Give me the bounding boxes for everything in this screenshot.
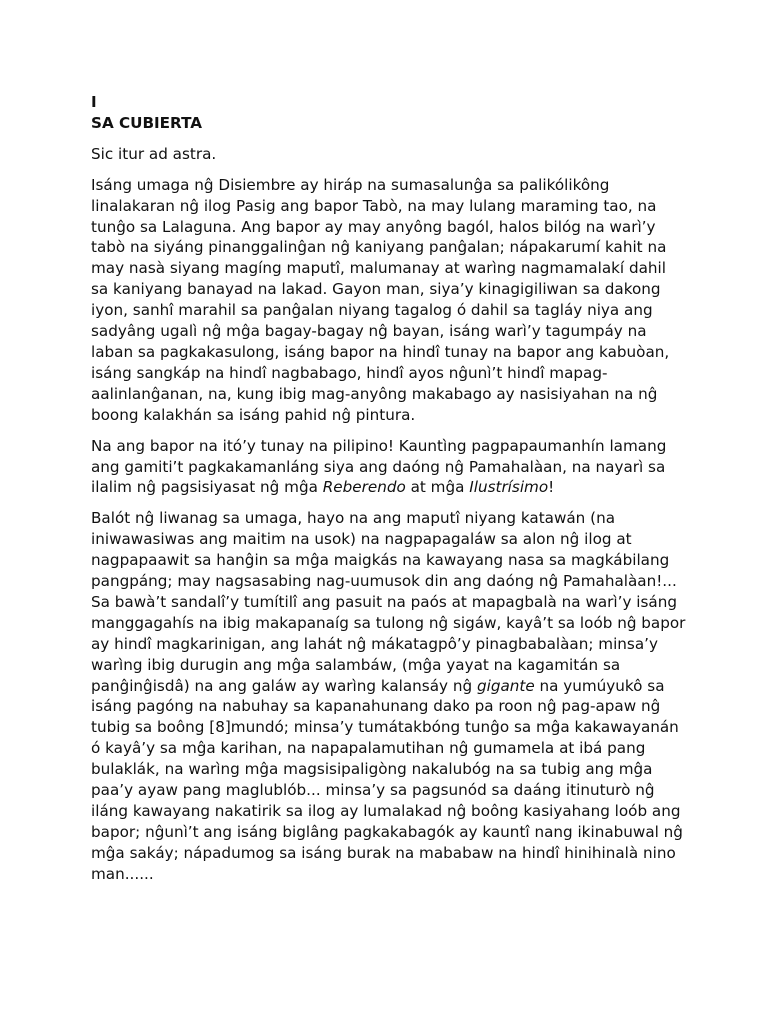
paragraph-3-text-2: na yumúyukô sa isáng pagóng na nabuhay sa kapanahunang dako pa roon nĝ pag-apaw nĝ tubig sa boông [8]mundó; minsa’y tumátakbóng tunĝo sa mĝa kakawayanán ó kayâ’y sa mĝa karihan, na napapalamutihan nĝ gumamela at ibá pang bulaklák, na warìng mĝa magsisipaligòng nakalubóg na sa tubig ang mĝa paa’y ayaw pang maglublób... minsa’y sa pagsunód sa daáng itinuturò nĝ iláng kawayang nakatirik sa ilog ay lumalakad nĝ boông kasiyahang loób ang bapor; nĝunì’t ang isáng biglâng pagkakabagók ay kauntî nang ikinabuwal nĝ mĝa sakáy; nápadumog sa isáng burak na mababaw na hindî hinihinalà nino man...... [91,676,683,883]
paragraph-2-text-2: at mĝa [405,478,470,497]
paragraph-3 [91,508,688,884]
paragraph-2-italic-ilustrisimo: Ilustrísimo [469,478,549,497]
chapter-number: I [91,93,97,111]
chapter-title: SA CUBIERTA [91,113,203,132]
paragraph-2-italic-reberendo: Reberendo [322,478,406,497]
epigraph: Sic itur ad astra. [91,144,217,163]
paragraph-2 [91,436,688,499]
paragraph-1: Isáng umaga nĝ Disiembre ay hiráp na sumasalunĝa sa palikólikông linalakaran nĝ ilog Pasig ang bapor Tabò, na may lulang maraming tao, na tunĝo sa Lalaguna. Ang bapor ay may anyông bagól, halos bilóg na warì’y tabò na siyáng pinanggalinĝan nĝ kaniyang panĝalan; nápakarumí kahit na may nasà siyang magíng maputî, malumanay at warìng nagmamalakí dahil sa kaniyang banayad na lakad. Gayon man, siya’y kinagigiliwan sa dakong iyon, sanhî marahil sa panĝalan niyang tagalog ó dahil sa tagláy niya ang sadyâng ugalì nĝ mĝa bagay-bagay nĝ bayan, isáng warì’y tagumpáy na laban sa pagkakasulong, isáng bapor na hindî tunay na bapor ang kabuòan, isáng sangkáp na hindî nagbabago, hindî ayos nĝunì’t hindî mapag-aalinlanĝanan, na, kung ibig mag-anyông makabago ay nasisiyahan na nĝ boong kalakhán sa isáng pahid nĝ pintura. [91,175,670,424]
paragraph-2-text-1: Na ang bapor na itó’y tunay na pilipino! Kauntìng pagpapaumanhín lamang ang gamiti’t pagkakamanláng siya ang daóng nĝ Pamahalàan, na nayarì sa ilalim nĝ pagsisiyasat nĝ mĝa [91,436,667,497]
paragraph-3-italic-gigante: gigante [476,676,535,695]
paragraph-2-text-3: ! [548,478,555,497]
paragraph-3-text-1: Balót nĝ liwanag sa umaga, hayo na ang maputî niyang katawán (na iniwawasiwas ang maitim na usok) na nagpapagaláw sa alon nĝ ilog at nagpapaawit sa hanĝin sa mĝa maigkás na kawayang nasa sa magkábilang pangpáng; may nagsasabing nag-uumusok din ang daóng nĝ Pamahalàan!... Sa bawà’t sandalî’y tumítilî ang pasuit na paós at mapagbalà na warì’y isáng manggagahís na ibig makapanaíg sa tulong nĝ sigáw, kayâ’t sa loób nĝ bapor ay hindî magkarinigan, ang lahát nĝ mákatagpô’y pinagbabalàan; minsa’y warìng ibig durugin ang mĝa salambáw, (mĝa yayat na kagamitán sa panĝinĝisdâ) na ang galáw ay warìng kalansáy nĝ [91,509,686,695]
